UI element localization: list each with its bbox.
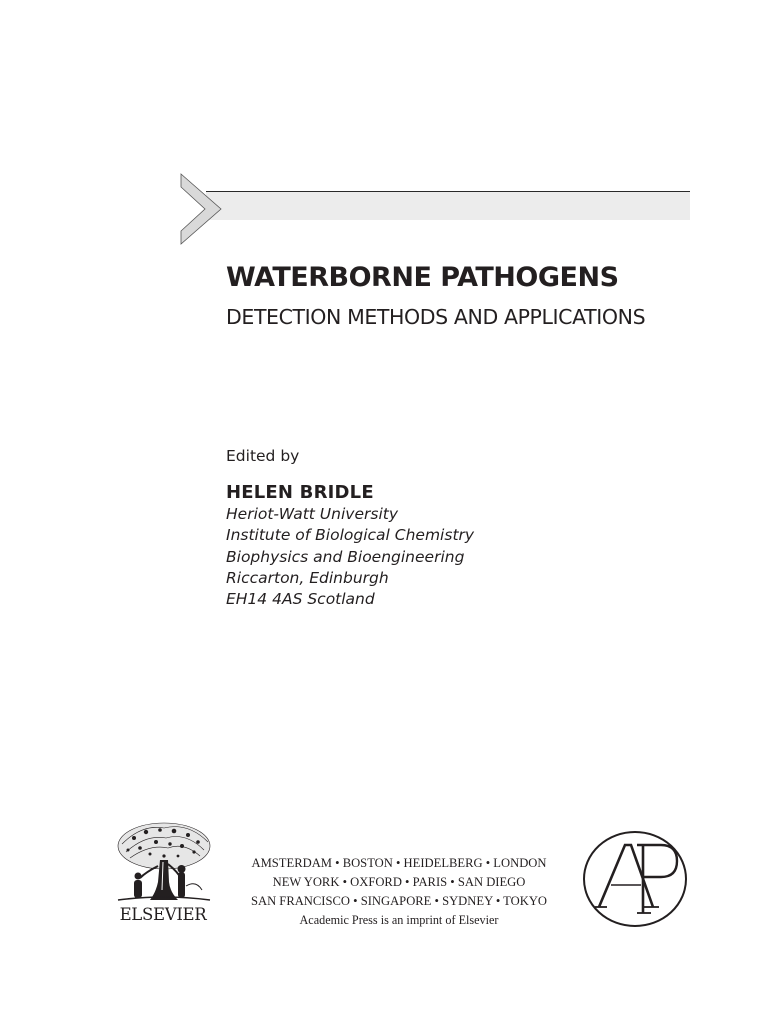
- edited-by-label: Edited by: [226, 447, 300, 465]
- academic-press-logo: [581, 829, 689, 929]
- chevron-arrow-icon: [180, 173, 230, 245]
- city-line: SAN FRANCISCO • SINGAPORE • SYDNEY • TOKYO: [250, 894, 548, 908]
- editor-name: HELEN BRIDLE: [226, 482, 374, 503]
- book-subtitle: DETECTION METHODS AND APPLICATIONS: [226, 305, 646, 329]
- banner-bar: [206, 191, 690, 220]
- affiliation-line: EH14 4AS Scotland: [226, 590, 375, 609]
- elsevier-tree-icon: [112, 820, 216, 904]
- city-line: AMSTERDAM • BOSTON • HEIDELBERG • LONDON: [251, 856, 547, 870]
- publisher-locations: [222, 854, 576, 930]
- affiliation-line: Biophysics and Bioengineering: [226, 547, 465, 566]
- elsevier-wordmark: ELSEVIER: [119, 905, 207, 924]
- editor-affiliation: [226, 504, 474, 610]
- elsevier-logo: [108, 820, 218, 930]
- imprint-note: Academic Press is an imprint of Elsevier: [299, 913, 499, 927]
- title-banner: [180, 173, 690, 245]
- affiliation-line: Institute of Biological Chemistry: [226, 526, 475, 545]
- affiliation-line: Riccarton, Edinburgh: [226, 568, 389, 587]
- city-line: NEW YORK • OXFORD • PARIS • SAN DIEGO: [272, 875, 526, 889]
- book-title: WATERBORNE PATHOGENS: [226, 262, 619, 293]
- affiliation-line: Heriot-Watt University: [226, 505, 398, 523]
